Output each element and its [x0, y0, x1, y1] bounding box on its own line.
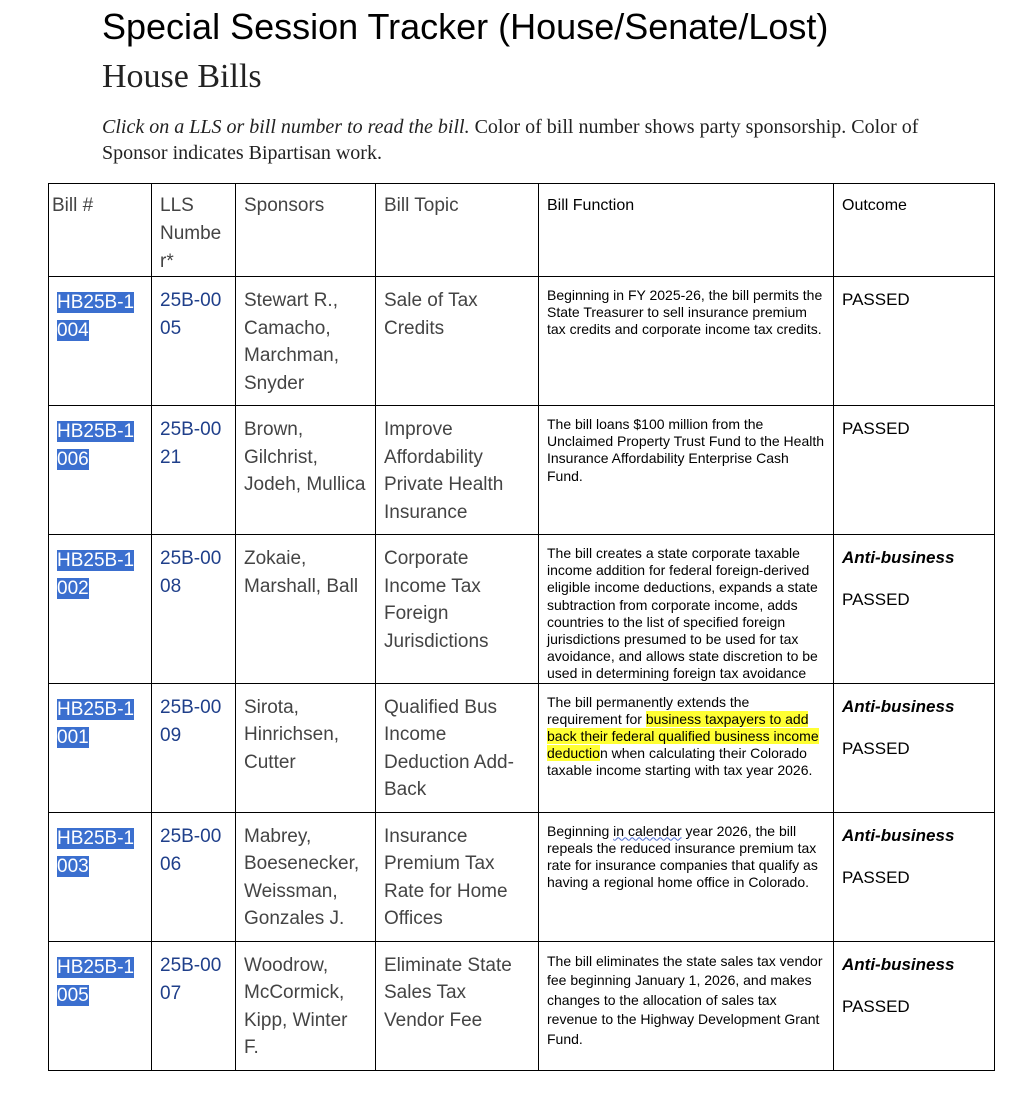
outcome-status: PASSED — [842, 867, 910, 887]
intro-rest: Color of bill number shows party sponsorship. Color of Sponsor indicates Bipartisan work. — [102, 116, 919, 164]
lls-number-link[interactable]: 25B-00 07 — [160, 954, 222, 1004]
header-bill-topic: Bill Topic — [376, 184, 539, 277]
function-cell: The bill eliminates the state sales tax vendor fee beginning January 1, 2026, and makes changes to the allocation of sales tax revenue to the Highway Development Grant Fund. — [539, 941, 834, 1070]
table-row — [49, 812, 995, 941]
anti-business-tag: Anti-business — [842, 954, 955, 974]
table-row — [49, 683, 995, 812]
header-bill-number: Bill # — [49, 184, 152, 277]
bill-number-link[interactable]: HB25B-1 005 — [57, 956, 135, 1006]
outcome-cell — [834, 812, 995, 941]
header-bill-function: Bill Function — [539, 184, 834, 277]
highlighted-text: business taxpayers to add back their federal qualified business income deductio — [547, 710, 819, 762]
lls-number-link[interactable]: 25B-00 09 — [160, 696, 222, 746]
bill-number-link[interactable]: HB25B-1 003 — [57, 827, 135, 877]
anti-business-tag: Anti-business — [842, 825, 955, 845]
anti-business-tag: Anti-business — [842, 696, 955, 716]
sponsors-cell: Stewart R., Camacho, Marchman, Snyder — [236, 277, 376, 406]
table-row — [49, 277, 995, 406]
anti-business-tag: Anti-business — [842, 548, 955, 567]
header-outcome: Outcome — [834, 184, 995, 277]
table-row — [49, 535, 995, 684]
topic-cell: Sale of Tax Credits — [376, 277, 539, 406]
lls-number-link[interactable]: 25B-00 08 — [160, 548, 222, 597]
table-header-row — [49, 184, 995, 277]
topic-cell: Qualified Bus Income Deduction Add-Back — [376, 683, 539, 812]
function-cell: Beginning in FY 2025-26, the bill permits the State Treasurer to sell insurance premium tax credits and corporate income tax credits. — [539, 277, 834, 406]
table-row — [49, 406, 995, 535]
header-lls-number: LLS Numbe r* — [152, 184, 236, 277]
page-title: Special Session Tracker (House/Senate/Lost) — [102, 6, 829, 47]
bill-number-link[interactable]: HB25B-1 006 — [57, 421, 135, 470]
function-cell: The bill permanently extends the requirement for business taxpayers to add back their federal qualified business income deduction when calculating their Colorado taxable income starting with tax year 2026. — [539, 683, 834, 812]
topic-cell: Insurance Premium Tax Rate for Home Offices — [376, 812, 539, 941]
lls-number-link[interactable]: 25B-00 05 — [160, 290, 222, 339]
sponsors-cell: Brown, Gilchrist, Jodeh, Mullica — [236, 406, 376, 535]
function-cell: The bill loans $100 million from the Unclaimed Property Trust Fund to the Health Insurance Affordability Enterprise Cash Fund. — [539, 406, 834, 535]
sponsors-cell: Sirota, Hinrichsen, Cutter — [236, 683, 376, 812]
intro-italic: Click on a LLS or bill number to read the bill. — [102, 116, 470, 138]
spellcheck-underline: in calendar — [613, 822, 682, 839]
sponsors-cell: Zokaie, Marshall, Ball — [236, 535, 376, 684]
bills-table — [48, 183, 995, 1071]
outcome-status: PASSED — [842, 996, 910, 1016]
outcome-status: PASSED — [842, 590, 910, 609]
function-cell: The bill creates a state corporate taxable income addition for federal foreign-derived eligible income deductions, expands a state subtraction from corporate income, adds countries to the list of specified foreign jurisdictions presumed to be used for tax avoidance, and allows state discretion to be used in determining foreign tax avoidance — [539, 535, 834, 684]
outcome-status: PASSED — [842, 738, 910, 758]
outcome-cell — [834, 683, 995, 812]
topic-cell: Improve Affordability Private Health Insurance — [376, 406, 539, 535]
outcome-status: PASSED — [842, 290, 910, 309]
outcome-cell — [834, 406, 995, 535]
table-row — [49, 941, 995, 1070]
header-sponsors: Sponsors — [236, 184, 376, 277]
topic-cell: Corporate Income Tax Foreign Jurisdictions — [376, 535, 539, 684]
topic-cell: Eliminate State Sales Tax Vendor Fee — [376, 941, 539, 1070]
bill-number-link[interactable]: HB25B-1 004 — [57, 292, 135, 341]
sponsors-cell: Mabrey, Boesenecker, Weissman, Gonzales J. — [236, 812, 376, 941]
bill-number-link[interactable]: HB25B-1 002 — [57, 550, 135, 599]
lls-number-link[interactable]: 25B-00 21 — [160, 419, 222, 468]
section-heading: House Bills — [102, 58, 262, 95]
intro-text — [102, 114, 982, 166]
outcome-status: PASSED — [842, 419, 910, 438]
outcome-cell — [834, 941, 995, 1070]
sponsors-cell: Woodrow, McCormick, Kipp, Winter F. — [236, 941, 376, 1070]
outcome-cell — [834, 535, 995, 684]
lls-number-link[interactable]: 25B-00 06 — [160, 825, 222, 875]
outcome-cell — [834, 277, 995, 406]
bill-number-link[interactable]: HB25B-1 001 — [57, 698, 135, 748]
function-cell: Beginning in calendar year 2026, the bill repeals the reduced insurance premium tax rate for insurance companies that qualify as having a regional home office in Colorado. — [539, 812, 834, 941]
